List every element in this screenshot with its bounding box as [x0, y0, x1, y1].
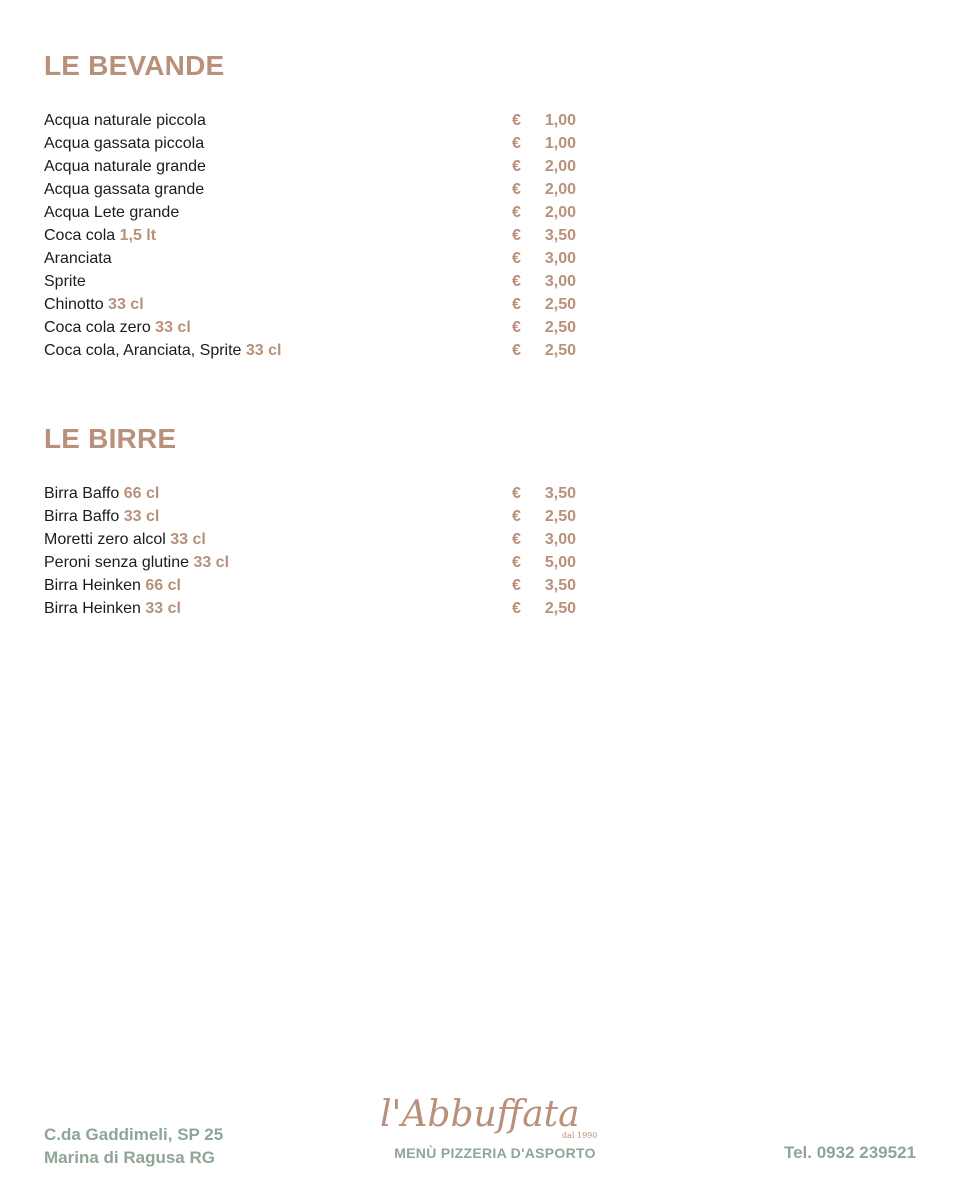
item-name — [44, 270, 86, 293]
menu-item — [44, 339, 584, 362]
price-amount: 3,00 — [544, 250, 576, 267]
item-name — [44, 574, 181, 597]
currency-symbol: € — [512, 296, 521, 313]
footer-subtitle: MENÙ PIZZERIA D'ASPORTO — [394, 1145, 596, 1161]
footer-address — [44, 1123, 223, 1169]
menu-list-birre — [44, 482, 584, 620]
item-size: 33 cl — [123, 508, 160, 525]
menu-item — [44, 201, 584, 224]
menu-item — [44, 551, 584, 574]
abbuffata-logo — [370, 1086, 620, 1146]
price-amount: 2,50 — [544, 600, 576, 617]
currency-symbol: € — [512, 204, 521, 221]
item-name — [44, 132, 204, 155]
price-amount: 1,00 — [544, 112, 576, 129]
section-title-birre: LE BIRRE — [44, 423, 177, 454]
item-name — [44, 551, 229, 574]
item-name — [44, 201, 179, 224]
price-amount: 3,50 — [544, 577, 576, 594]
price-amount: 3,50 — [544, 227, 576, 244]
price-amount: 5,00 — [544, 554, 576, 571]
item-name-text: Birra Heinken — [44, 577, 141, 594]
price-amount: 2,50 — [544, 296, 576, 313]
menu-item — [44, 505, 584, 528]
price-amount: 2,50 — [544, 342, 576, 359]
item-name-text: Coca cola — [44, 227, 116, 244]
currency-symbol: € — [512, 577, 521, 594]
currency-symbol: € — [512, 158, 521, 175]
item-name — [44, 505, 159, 528]
currency-symbol: € — [512, 554, 521, 571]
item-name — [44, 482, 159, 505]
currency-symbol: € — [512, 485, 521, 502]
currency-symbol: € — [512, 250, 521, 267]
item-name-text: Acqua naturale grande — [44, 158, 206, 175]
price-amount: 3,00 — [544, 531, 576, 548]
item-name-text: Sprite — [44, 273, 86, 290]
item-name-text: Acqua gassata grande — [44, 181, 205, 198]
item-size: 33 cl — [155, 319, 191, 336]
address-line-2: Marina di Ragusa RG — [44, 1148, 215, 1167]
menu-item — [44, 224, 584, 247]
menu-item — [44, 316, 584, 339]
price-amount: 2,00 — [544, 204, 576, 221]
item-size: 33 cl — [145, 600, 181, 617]
item-name — [44, 247, 112, 270]
item-name-text: Coca cola, Aranciata, Sprite — [44, 342, 242, 359]
item-name-text: Acqua Lete grande — [44, 204, 180, 221]
item-size: 33 cl — [245, 342, 282, 359]
address-line-1: C.da Gaddimeli, SP 25 — [44, 1125, 224, 1144]
item-size: 66 cl — [123, 485, 160, 502]
item-name-text: Coca cola zero — [44, 319, 151, 336]
item-size: 1,5 lt — [119, 227, 157, 244]
item-name — [44, 178, 204, 201]
item-name-text: Chinotto — [44, 296, 104, 313]
item-name-text: Birra Baffo — [44, 508, 120, 525]
menu-item — [44, 155, 584, 178]
item-name — [44, 597, 181, 620]
menu-item — [44, 597, 584, 620]
item-name-text: Acqua naturale piccola — [44, 112, 206, 129]
item-size: 66 cl — [145, 577, 181, 594]
price-amount: 2,50 — [544, 319, 576, 336]
menu-item — [44, 293, 584, 316]
item-name — [44, 528, 206, 551]
price-amount: 2,50 — [544, 508, 576, 525]
section-title-bevande: LE BEVANDE — [44, 50, 225, 81]
currency-symbol: € — [512, 112, 521, 129]
menu-list-bevande — [44, 109, 584, 362]
item-size: 33 cl — [108, 296, 144, 313]
item-size: 33 cl — [170, 531, 206, 548]
logo-since: dal 1990 — [562, 1131, 598, 1140]
item-name-text: Birra Baffo — [44, 485, 120, 502]
footer-phone: Tel. 0932 239521 — [783, 1143, 916, 1162]
menu-item — [44, 482, 584, 505]
menu-item — [44, 109, 584, 132]
item-name — [44, 339, 281, 362]
menu-item — [44, 247, 584, 270]
item-size: 33 cl — [193, 554, 230, 571]
item-name-text: Moretti zero alcol — [44, 531, 166, 548]
currency-symbol: € — [512, 319, 521, 336]
currency-symbol: € — [512, 600, 521, 617]
item-name — [44, 224, 156, 247]
currency-symbol: € — [512, 508, 521, 525]
item-name-text: Birra Heinken — [44, 600, 141, 617]
item-name — [44, 293, 144, 316]
item-name — [44, 316, 191, 339]
item-name-text: Peroni senza glutine — [44, 554, 189, 571]
price-amount: 3,00 — [544, 273, 576, 290]
price-amount: 2,00 — [544, 158, 576, 175]
item-name-text: Aranciata — [44, 250, 112, 267]
item-name — [44, 155, 206, 178]
price-amount: 3,50 — [544, 485, 576, 502]
menu-item — [44, 132, 584, 155]
item-name-text: Acqua gassata piccola — [44, 135, 205, 152]
currency-symbol: € — [512, 135, 521, 152]
menu-item — [44, 528, 584, 551]
menu-item — [44, 270, 584, 293]
currency-symbol: € — [512, 342, 521, 359]
currency-symbol: € — [512, 227, 521, 244]
menu-item — [44, 574, 584, 597]
menu-item — [44, 178, 584, 201]
currency-symbol: € — [512, 531, 521, 548]
currency-symbol: € — [512, 273, 521, 290]
currency-symbol: € — [512, 181, 521, 198]
logo-wordmark: l'Abbuffata — [380, 1094, 580, 1135]
item-name — [44, 109, 206, 132]
price-amount: 2,00 — [544, 181, 576, 198]
price-amount: 1,00 — [544, 135, 576, 152]
